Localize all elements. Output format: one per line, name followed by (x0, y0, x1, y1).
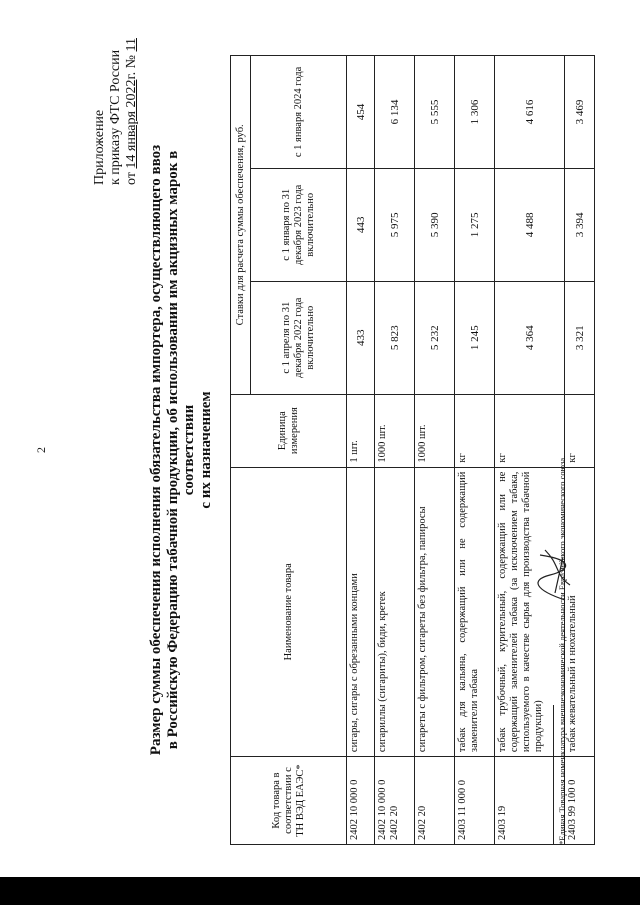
cell-rate-2023: 1 275 (455, 168, 495, 281)
cell-unit: 1000 шт. (415, 394, 455, 467)
cell-name: сигариллы (сигариты), биди, кретек (375, 467, 415, 756)
cell-rate-2023: 5 975 (375, 168, 415, 281)
cell-code: 2402 10 000 0 (347, 757, 375, 845)
cell-rate-2023: 3 394 (565, 168, 595, 281)
cell-rate-2024: 6 134 (375, 56, 415, 169)
cell-code: 2402 10 000 0 2402 20 (375, 757, 415, 845)
header-rates-group: Ставки для расчета суммы обеспечения, руб. (231, 56, 251, 395)
cell-name: табак трубочный, курительный, содержащий или не содержащий заменителей табака (за исключением табака, используемого в качестве сырья для производства табачной продукции) (495, 467, 565, 756)
document-title (148, 110, 214, 790)
table-row (375, 56, 415, 845)
cell-rate-2022: 433 (347, 281, 375, 394)
scan-bottom-border (0, 877, 640, 905)
cell-rate-2023: 5 390 (415, 168, 455, 281)
cell-unit: 1000 шт. (375, 394, 415, 467)
table-row (415, 56, 455, 845)
cell-name: табак жевательный и нюхательный (565, 467, 595, 756)
table-row (565, 56, 595, 845)
header-period-2022: с 1 апреля по 31 декабря 2022 года включительно (251, 281, 347, 394)
cell-code: 2403 11 000 0 (455, 757, 495, 845)
cell-unit: кг (455, 394, 495, 467)
cell-unit: 1 шт. (347, 394, 375, 467)
cell-rate-2024: 3 469 (565, 56, 595, 169)
table-row (455, 56, 495, 845)
appendix-order-ref: к приказу ФТС России (108, 49, 123, 185)
cell-unit: кг (565, 394, 595, 467)
table-row (347, 56, 375, 845)
header-period-2023: с 1 января по 31 декабря 2023 года включительно (251, 168, 347, 281)
table-row (495, 56, 565, 845)
cell-code: 2403 19 (495, 757, 565, 845)
cell-rate-2023: 4 488 (495, 168, 565, 281)
cell-rate-2022: 5 232 (415, 281, 455, 394)
cell-name: сигары, сигары с обрезанными концами (347, 467, 375, 756)
date-prefix: от (124, 172, 139, 185)
title-line-2: в Российскую Федерацию табачной продукции, об использовании им акцизных марок в соответствии (164, 150, 197, 750)
header-name: Наименование товара (231, 467, 347, 756)
header-period-2024: с 1 января 2024 года (251, 56, 347, 169)
header-code: Код товара в соответствии с ТН ВЭД ЕАЭС* (231, 757, 347, 845)
rotated-document-page (30, 38, 590, 850)
order-date: 14 января 2022 (124, 79, 139, 169)
cell-rate-2024: 4 616 (495, 56, 565, 169)
cell-unit: кг (495, 394, 565, 467)
number-prefix: г. № (124, 55, 139, 80)
title-line-1: Размер суммы обеспечения исполнения обязательства импортера, осуществляющего ввоз (148, 144, 164, 756)
title-line-3: с их назначением (197, 391, 214, 509)
signature-image (525, 545, 580, 605)
cell-name: сигареты с фильтром, сигареты без фильтра, папиросы (415, 467, 455, 756)
order-number: 11 (124, 38, 139, 52)
cell-code: 2402 20 (415, 757, 455, 845)
footnote: *Единая Товарная номенклатура внешнеэкономической деятельности Евразийского экономического союза. (557, 455, 567, 845)
cell-rate-2024: 1 306 (455, 56, 495, 169)
appendix-label: Приложение (92, 109, 107, 185)
appendix-order-date-line (124, 38, 140, 185)
cell-rate-2022: 3 321 (565, 281, 595, 394)
cell-rate-2022: 4 364 (495, 281, 565, 394)
cell-rate-2024: 5 555 (415, 56, 455, 169)
footnote-divider (553, 705, 554, 845)
appendix-header (92, 38, 140, 185)
cell-rate-2024: 454 (347, 56, 375, 169)
cell-rate-2023: 443 (347, 168, 375, 281)
cell-name: табак для кальяна, содержащий или не содержащий заменители табака (455, 467, 495, 756)
cell-rate-2022: 1 245 (455, 281, 495, 394)
cell-code: 2403 99 100 0 (565, 757, 595, 845)
rates-table (230, 55, 595, 845)
cell-rate-2022: 5 823 (375, 281, 415, 394)
page-number: 2 (34, 447, 48, 453)
header-unit: Единица измерения (231, 394, 347, 467)
